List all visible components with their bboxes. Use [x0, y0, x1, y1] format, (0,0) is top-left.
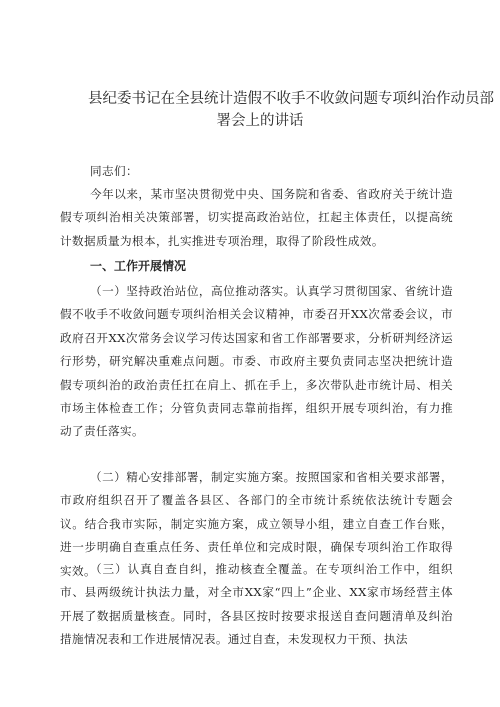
title-line-2: 署会上的讲话: [216, 113, 304, 129]
paragraph-1: （一）坚持政治站位，高位推动落实。认真学习贯彻国家、省统计造假不收手不收敛问题专项纠治相关会议精神，市委召开XX次常委会议，市政府召开XX次常务会议学习传达国家和省工作部署要求，分析研判经济运行形势，研究解决重难点问题。市委、市政府主要负责同志坚决把统计造假专项纠治的政治责任扛在肩上、抓在手上，多次带队赴市统计局、相关市场主体检查工作；分管负责同志靠前指挥，组织开展专项纠治，有力推动了责任落实。: [60, 284, 453, 439]
intro-paragraph: 今年以来，某市坚决贯彻党中央、国务院和省委、省政府关于统计造假专项纠治相关决策部署，切实提高政治站位，扛起主体责任，以提高统计数据质量为根本，扎实推进专项治理，取得了阶段性成效。: [60, 187, 453, 248]
paragraph-2: （二）精心安排部署，制定实施方案。按照国家和省相关要求部署，市政府组织召开了覆盖各县区、各部门的全市统计系统依法统计专题会议。结合我市实际，制定实施方案，成立领导小组，建立自查工作台账，进一步明确自查重点任务、责任单位和完成时限，确保专项纠治工作取得实效。: [60, 470, 453, 578]
salutation: 同志们：: [90, 164, 138, 178]
document-title: [60, 88, 494, 132]
title-line-1: 县纪委书记在全县统计造假不收手不收敛问题专项纠治作动员部: [88, 91, 494, 107]
paragraph-3: （三）认真自查自纠，推动核查全覆盖。在专项纠治工作中，组织市、县两级统计执法力量，对全市XX家“四上”企业、XX家市场经营主体开展了数据质量核查。同时，各县区按时按要求报送自查问题清单及纠治措施情况表和工作进展情况表。通过自查，未发现权力干预、执法: [60, 562, 453, 647]
section-heading-1: 一、工作开展情况: [90, 259, 187, 273]
